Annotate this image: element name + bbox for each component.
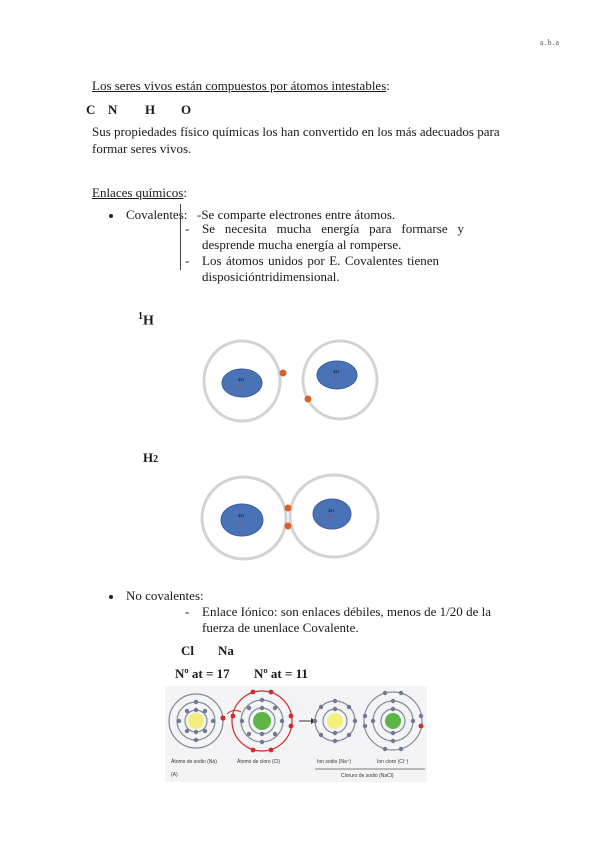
h2-left-label: 1H bbox=[238, 513, 244, 518]
label-na-ion: Ion sodio (Na⁺) bbox=[317, 759, 352, 765]
bonds-heading-line bbox=[92, 184, 187, 201]
na-nucleus bbox=[188, 713, 204, 729]
element-n: N bbox=[108, 102, 118, 117]
bullet-covalent bbox=[109, 214, 113, 218]
cl-symbol: Cl bbox=[181, 643, 194, 658]
h-atom-right-nucleus bbox=[317, 361, 357, 389]
na-atomic-number: Nº at = 11 bbox=[254, 666, 308, 681]
ionic-line-1: Enlace Iónico: son enlaces débiles, menos de 1/20 de la bbox=[202, 604, 491, 619]
h-left-label: 1H bbox=[238, 377, 244, 382]
ionic-line-2: fuerza de unenlace Covalente. bbox=[202, 620, 359, 635]
na-symbol: Na bbox=[218, 643, 234, 658]
hydrogen-symbol: H bbox=[143, 313, 154, 329]
covalent-bracket bbox=[180, 204, 181, 270]
intro-heading-colon: : bbox=[386, 78, 390, 93]
h2-right-nucleus bbox=[313, 499, 351, 529]
covalent-item-1: -Se comparte electrones entre átomos. bbox=[197, 207, 396, 222]
h2-molecule-diagram bbox=[197, 472, 402, 564]
covalent-item-3: Los átomos unidos por E. Covalentes tienen bbox=[202, 253, 439, 268]
label-na-atom: Átomo de sodio (Na) bbox=[171, 759, 217, 765]
na-ion-nucleus bbox=[327, 713, 343, 729]
label-panel: (A) bbox=[171, 772, 178, 778]
h2-shared-electron-2 bbox=[285, 523, 292, 530]
intro-heading-line bbox=[92, 77, 390, 94]
cl-ion-nucleus bbox=[385, 713, 401, 729]
hydrogen-isotope-label bbox=[138, 311, 154, 330]
na-valence-electron bbox=[220, 715, 225, 720]
figure-background bbox=[165, 686, 427, 782]
covalent-label: Covalentes: bbox=[126, 207, 188, 222]
h2-right-label: 1H bbox=[328, 508, 334, 513]
h2-label bbox=[143, 450, 158, 466]
label-cl-ion: Ion cloro (Cl⁻) bbox=[377, 759, 409, 765]
intro-heading: Los seres vivos están compuestos por átomos intestables bbox=[92, 78, 387, 93]
intro-paragraph-1: Sus propiedades físico químicas los han convertido en los más adecuados para bbox=[92, 124, 500, 139]
h-right-label: 1H bbox=[333, 369, 339, 374]
h2-symbol: H bbox=[143, 450, 154, 465]
element-h: H bbox=[145, 102, 156, 117]
covalent-item-2b: desprende mucha energía al romperse. bbox=[202, 237, 402, 252]
cl-gained-electron bbox=[419, 724, 424, 729]
h2-shared-electron-1 bbox=[285, 505, 292, 512]
element-c: C bbox=[86, 102, 96, 117]
hydrogen-atoms-diagram bbox=[195, 335, 405, 430]
covalent-dash-1: - bbox=[185, 221, 190, 236]
ionic-dash: - bbox=[185, 604, 190, 619]
covalent-item-2: Se necesita mucha energía para formarse y bbox=[202, 221, 464, 236]
h-right-sublabel: 1e- bbox=[333, 376, 339, 380]
hydrogen-superscript: 1 bbox=[138, 311, 143, 322]
h2-left-sublabel: 1e- bbox=[238, 521, 244, 525]
cl-atomic-number: Nº at = 17 bbox=[175, 666, 230, 681]
h-left-electron bbox=[280, 370, 287, 377]
intro-paragraph-2: formar seres vivos. bbox=[92, 141, 192, 156]
h-right-electron bbox=[305, 396, 312, 403]
noncovalent-label: No covalentes: bbox=[126, 588, 204, 603]
element-o: O bbox=[181, 102, 192, 117]
h2-left-nucleus bbox=[221, 504, 263, 536]
bonds-heading-colon: : bbox=[183, 185, 187, 200]
covalent-item-3b: disposicióntridimensional. bbox=[202, 269, 340, 284]
header-initials: a.b.a bbox=[539, 38, 560, 47]
cl-nucleus bbox=[253, 712, 271, 730]
h-left-sublabel: 1e- bbox=[238, 384, 244, 388]
label-cl-atom: Átomo de cloro (Cl) bbox=[237, 759, 281, 765]
h-atom-left-nucleus bbox=[222, 369, 262, 397]
label-nacl: Cloruro de sodio (NaCl) bbox=[341, 773, 394, 779]
h2-subscript: 2 bbox=[153, 454, 159, 465]
bullet-noncovalent bbox=[109, 595, 113, 599]
covalent-dash-2: - bbox=[185, 253, 190, 268]
h2-right-sublabel: 1e- bbox=[328, 515, 334, 519]
bonds-heading: Enlaces químicos bbox=[92, 185, 184, 200]
ionic-bond-figure bbox=[165, 686, 427, 782]
